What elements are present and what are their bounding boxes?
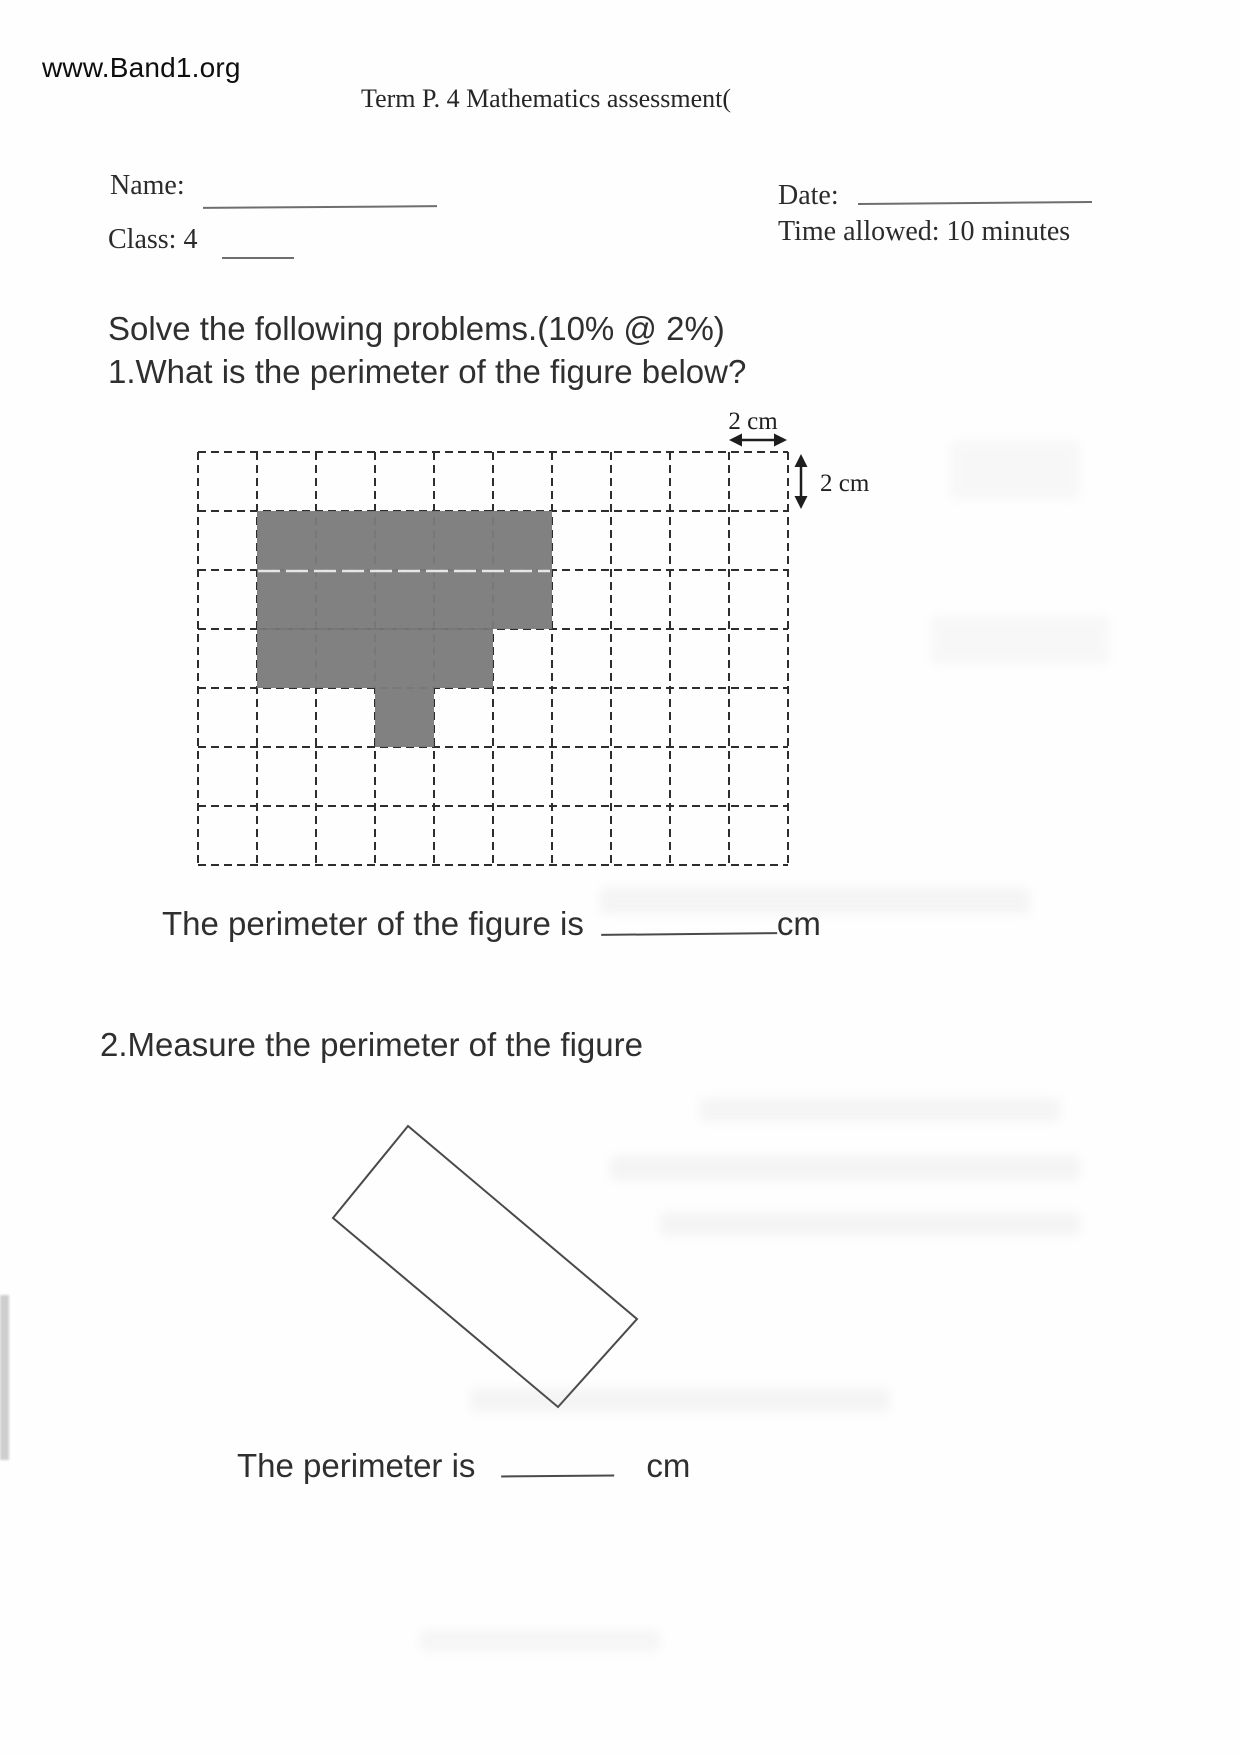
document-title: Term P. 4 Mathematics assessment( <box>361 84 732 113</box>
scan-artifact <box>700 1098 1060 1122</box>
h-scale-arrow <box>729 434 787 447</box>
question-2-text: 2.Measure the perimeter of the figure <box>100 1026 643 1063</box>
site-url: www.Band1.org <box>42 52 241 83</box>
date-blank-line <box>858 201 1092 205</box>
rotated-rectangle <box>333 1126 637 1407</box>
question-1-text: 1.What is the perimeter of the figure below? <box>108 353 747 390</box>
scan-artifact <box>0 1295 9 1460</box>
grid-figure <box>190 398 890 876</box>
answer-2-blank <box>501 1441 614 1478</box>
scan-artifact <box>930 615 1110 665</box>
answer-1-text: The perimeter of the figure is <box>162 905 584 942</box>
scan-artifact <box>660 1212 1080 1236</box>
rotated-rectangle-figure <box>320 1112 650 1420</box>
answer-2-line <box>237 1441 690 1485</box>
scan-artifact <box>420 1630 660 1652</box>
answer-1-unit: cm <box>776 905 821 942</box>
answer-2-text: The perimeter is <box>237 1447 476 1484</box>
name-label: Name: <box>110 170 185 201</box>
scan-artifact <box>600 888 1030 914</box>
scan-artifact <box>470 1388 890 1412</box>
scan-artifact <box>610 1155 1080 1181</box>
time-allowed-label: Time allowed: 10 minutes <box>778 216 1071 247</box>
answer-2-unit: cm <box>646 1447 691 1484</box>
name-blank-line <box>203 205 437 209</box>
scan-artifact <box>950 440 1080 500</box>
v-scale-arrow <box>795 454 808 509</box>
v-scale-label: 2 cm <box>820 470 870 497</box>
class-blank-line <box>222 257 294 259</box>
h-scale-label: 2 cm <box>728 408 778 435</box>
date-label: Date: <box>778 180 839 211</box>
class-label: Class: 4 <box>108 224 198 255</box>
instructions-text: Solve the following problems.(10% @ 2%) <box>108 310 725 347</box>
